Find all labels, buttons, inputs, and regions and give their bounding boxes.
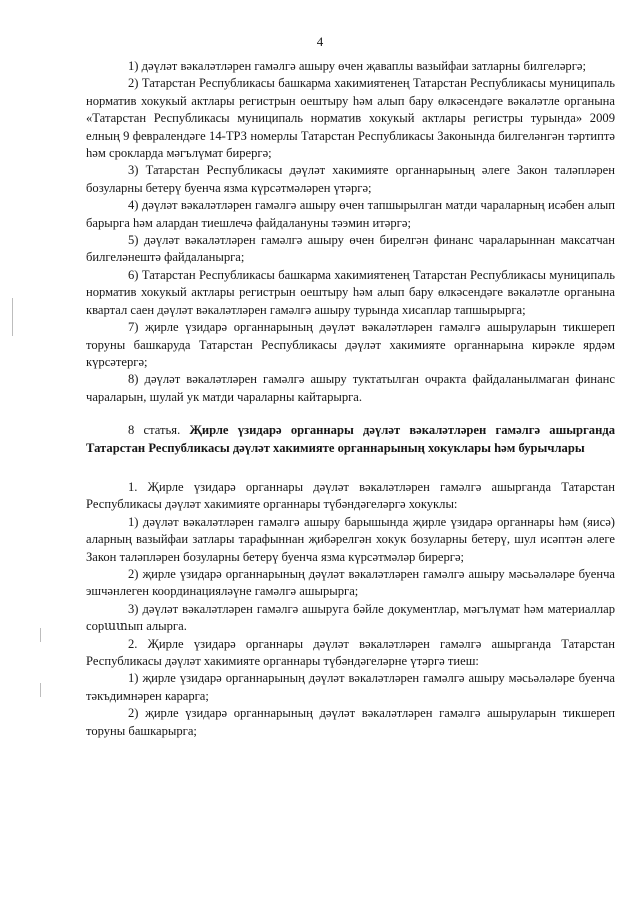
page-number: 4 (316, 34, 324, 49)
paragraph: 2) җирле үзидарә органнарының дәүләт вәкаләтләрен гамәлгә ашыру мәсьәләләре буенча эшчәнлеген координацияләүне гамәлгә ашырырга; (86, 566, 615, 599)
paragraph: 1) җирле үзидарә органнарының дәүләт вәкаләтләрен гамәлгә ашыру мәсьәләләре буенча тәкъдимнәрен карарга; (86, 671, 615, 703)
paragraph: 2. Җирле үзидарә органнары дәүләт вәкаләтләрен гамәлгә ашырганда Татарстан Республикасы дәүләт хакимияте органнары түбәндәгеләрне үтәргә тиеш: (86, 636, 615, 668)
paragraph: 8) дәүләт вәкаләтләрен гамәлгә ашыру туктатылган очракта файдаланылмаган финанс чараларын, шулай ук матди чараларны кайтарырга. (86, 372, 615, 404)
paragraph: 7) җирле үзидарә органнарының дәүләт вәкаләтләрен гамәлгә ашыруларын тикшереп торуны башкаруда Татарстан Республикасы дәүләт хакимияте органнарына кирәкле ярдәм күрсәтергә; (86, 320, 615, 369)
paragraph: 4) дәүләт вәкаләтләрен гамәлгә ашыру өчен тапшырылган матди чараларның исәбен алып барырга һәм алардан тиешлечә файдалануны тәэмин итәргә; (86, 198, 615, 230)
article-number: 8 статья. (128, 423, 181, 438)
paragraph: 6) Татарстан Республикасы башкарма хакимиятенең Татарстан Республикасы муниципаль норматив хокукый актлары регистрын оештыру һәм алып бару өлкәсендәге вәкаләтле органына квартал саен дәүләт вәкаләтләрен гамәлгә ашыру турында хисаплар тапшырырга; (86, 267, 615, 317)
article-heading (86, 422, 615, 457)
paragraph: 1) дәүләт вәкаләтләрен гамәлгә ашыру өчен җаваплы вазыйфаи затларны билгеләргә; (128, 59, 586, 73)
paragraph: 3) Татарстан Республикасы дәүләт хакимияте органнарының әлеге Закон таләпләрен бозуларны бетерү буенча язма күрсәтмәләрен үтәргә; (86, 163, 615, 195)
paragraph: 5) дәүләт вәкаләтләрен гамәлгә ашыру өчен бирелгән финанс чараларыннан максатчан билгеләнештә файдаланырга; (86, 233, 615, 265)
scan-edge-mark (40, 683, 41, 697)
document-body (86, 58, 615, 740)
paragraph: 3) дәүләт вәкаләтләрен гамәлгә ашыруга бәйле документлар, мәгълүмат һәм материаллар сорատып алырга. (86, 601, 615, 634)
scan-edge-mark (12, 298, 13, 336)
paragraph: 1. Җирле үзидарә органнары дәүләт вәкаләтләрен гамәлгә ашырганда Татарстан Республикасы дәүләт хакимияте органнары түбәндәгеләргә хокуклы: (86, 479, 615, 512)
article-title: Җирле үзидарә органнары дәүләт вәкаләтләрен гамәлгә ашырганда Татарстан Республикасы дәүләт хакимияте органнарының хокуклары һәм бурычлары (86, 423, 615, 455)
scan-edge-mark (40, 628, 41, 642)
paragraph: 2) җирле үзидарә органнарының дәүләт вәкаләтләрен гамәлгә ашыруларын тикшереп торуны башкарырга; (86, 706, 615, 738)
paragraph: 1) дәүләт вәкаләтләрен гамәлгә ашыру барышында җирле үзидарә органнары һәм (яисә) аларның вазыйфаи затлары тарафыннан җибәрелгән хокук бозуларны бетерү, шул исәптән әлеге Закон таләпләрен бозуларны бетерү буенча язма күрсәтмәләр бирергә; (86, 514, 615, 564)
paragraph: 2) Татарстан Республикасы башкарма хакимиятенең Татарстан Республикасы муниципаль норматив хокукый актлары регистрын оештыру һәм алып бару өлкәсендәге вәкаләтле органына «Татарстан Республикасы муниципаль норматив хокукый актлары регистры турында» 2009 елның 9 февралендәге 14-ТРЗ номерлы Татарстан Республикасы Законында билгеләнгән тәртиптә һәм срокларда мәгълүмат бирергә; (86, 76, 615, 161)
